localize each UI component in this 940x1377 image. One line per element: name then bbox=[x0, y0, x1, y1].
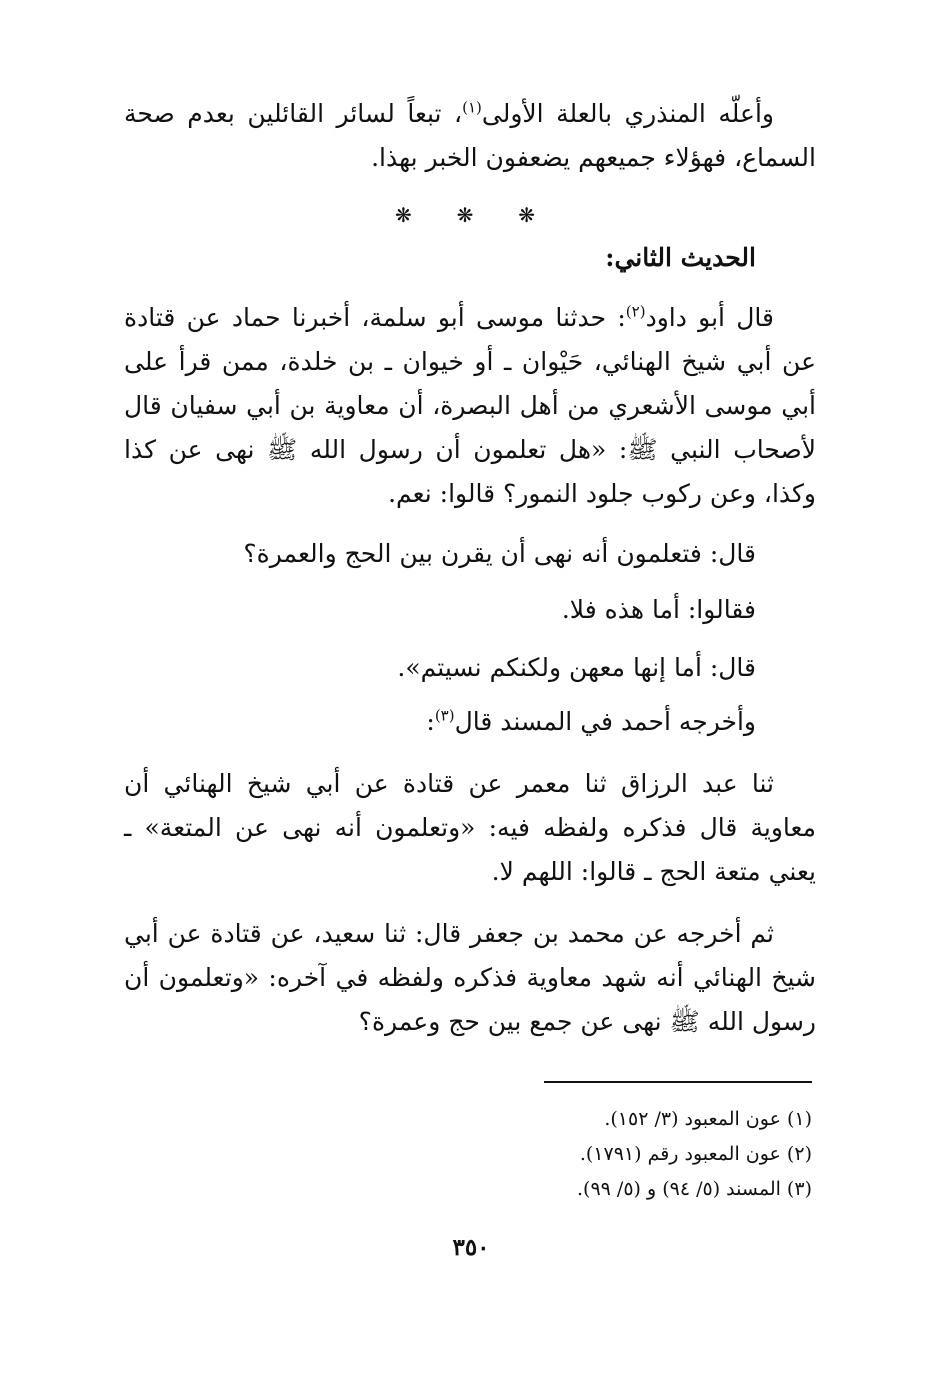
paragraph-text: : حدثنا موسى أبو سلمة، أخبرنا حماد عن قتادة عن أبي شيخ الهنائي، حَيْوان ـ أو خيوان ـ بن خلدة، ممن قرأ على أبي موسى الأشعري من أهل البصرة، أن معاوية بن أبي سفيان قال لأصحاب النبي ﷺ: «هل تعلمون أن رسول الله ﷺ نهى عن كذا وكذا، وعن ركوب جلود النمور؟ قالوا: نعم. bbox=[124, 303, 816, 508]
paragraph-text: قال أبو داود bbox=[645, 303, 775, 332]
paragraph-text: ، تبعاً لسائر القائلين بعدم صحة السماع، فهؤلاء جميعهم يضعفون الخبر بهذا. bbox=[124, 99, 816, 172]
line-text: : bbox=[426, 707, 435, 736]
paragraph-mundhiri bbox=[124, 92, 816, 180]
paragraph-abu-dawud bbox=[124, 296, 816, 516]
line-text: وأخرجه أحمد في المسند قال bbox=[454, 707, 756, 736]
paragraph-text: وأعلّه المنذري بالعلة الأولى bbox=[481, 99, 774, 128]
footnote-ref-3: (٣) bbox=[434, 706, 455, 725]
footnote-item: (٢) عون المعبود رقم (١٧٩١). bbox=[579, 1143, 812, 1165]
dialogue-line: فقالوا: أما هذه فلا. bbox=[561, 595, 756, 624]
footnote-ref-2: (٢) bbox=[625, 302, 646, 321]
footnote-item: (١) عون المعبود (٣/ ١٥٢). bbox=[604, 1108, 812, 1130]
dialogue-line: قال: فتعلمون أنه نهى أن يقرن بين الحج والعمرة؟ bbox=[243, 539, 756, 568]
star-ornament: ❋ bbox=[456, 203, 474, 227]
star-ornament: ❋ bbox=[518, 203, 535, 227]
star-ornament: ❋ bbox=[395, 203, 412, 227]
ahmad-intro-line bbox=[426, 700, 756, 744]
paragraph-abdul-razzaq: ثنا عبد الرزاق ثنا معمر عن قتادة عن أبي شيخ الهنائي أن معاوية قال فذكره ولفظه فيه: «وتعلمون أنه نهى عن المتعة» ـ يعني متعة الحج ـ قالوا: اللهم لا. bbox=[124, 769, 816, 886]
footnote-divider bbox=[544, 1081, 812, 1083]
paragraph-muhammad-ibn-jafar: ثم أخرجه عن محمد بن جعفر قال: ثنا سعيد، عن قتادة عن أبي شيخ الهنائي أنه شهد معاوية فذكره ولفظه في آخره: «وتعلمون أن رسول الله ﷺ نهى عن جمع بين حج وعمرة؟ bbox=[124, 919, 816, 1036]
page-number: ٣٥٠ bbox=[452, 1234, 490, 1261]
footnote-ref-1: (١) bbox=[462, 98, 482, 117]
section-separator bbox=[395, 200, 535, 230]
dialogue-line: قال: أما إنها معهن ولكنكم نسيتم». bbox=[397, 653, 756, 682]
footnotes-list bbox=[312, 1102, 812, 1207]
section-heading: الحديث الثاني: bbox=[605, 243, 756, 272]
footnote-item: (٣) المسند (٥/ ٩٤) و (٥/ ٩٩). bbox=[577, 1178, 812, 1200]
